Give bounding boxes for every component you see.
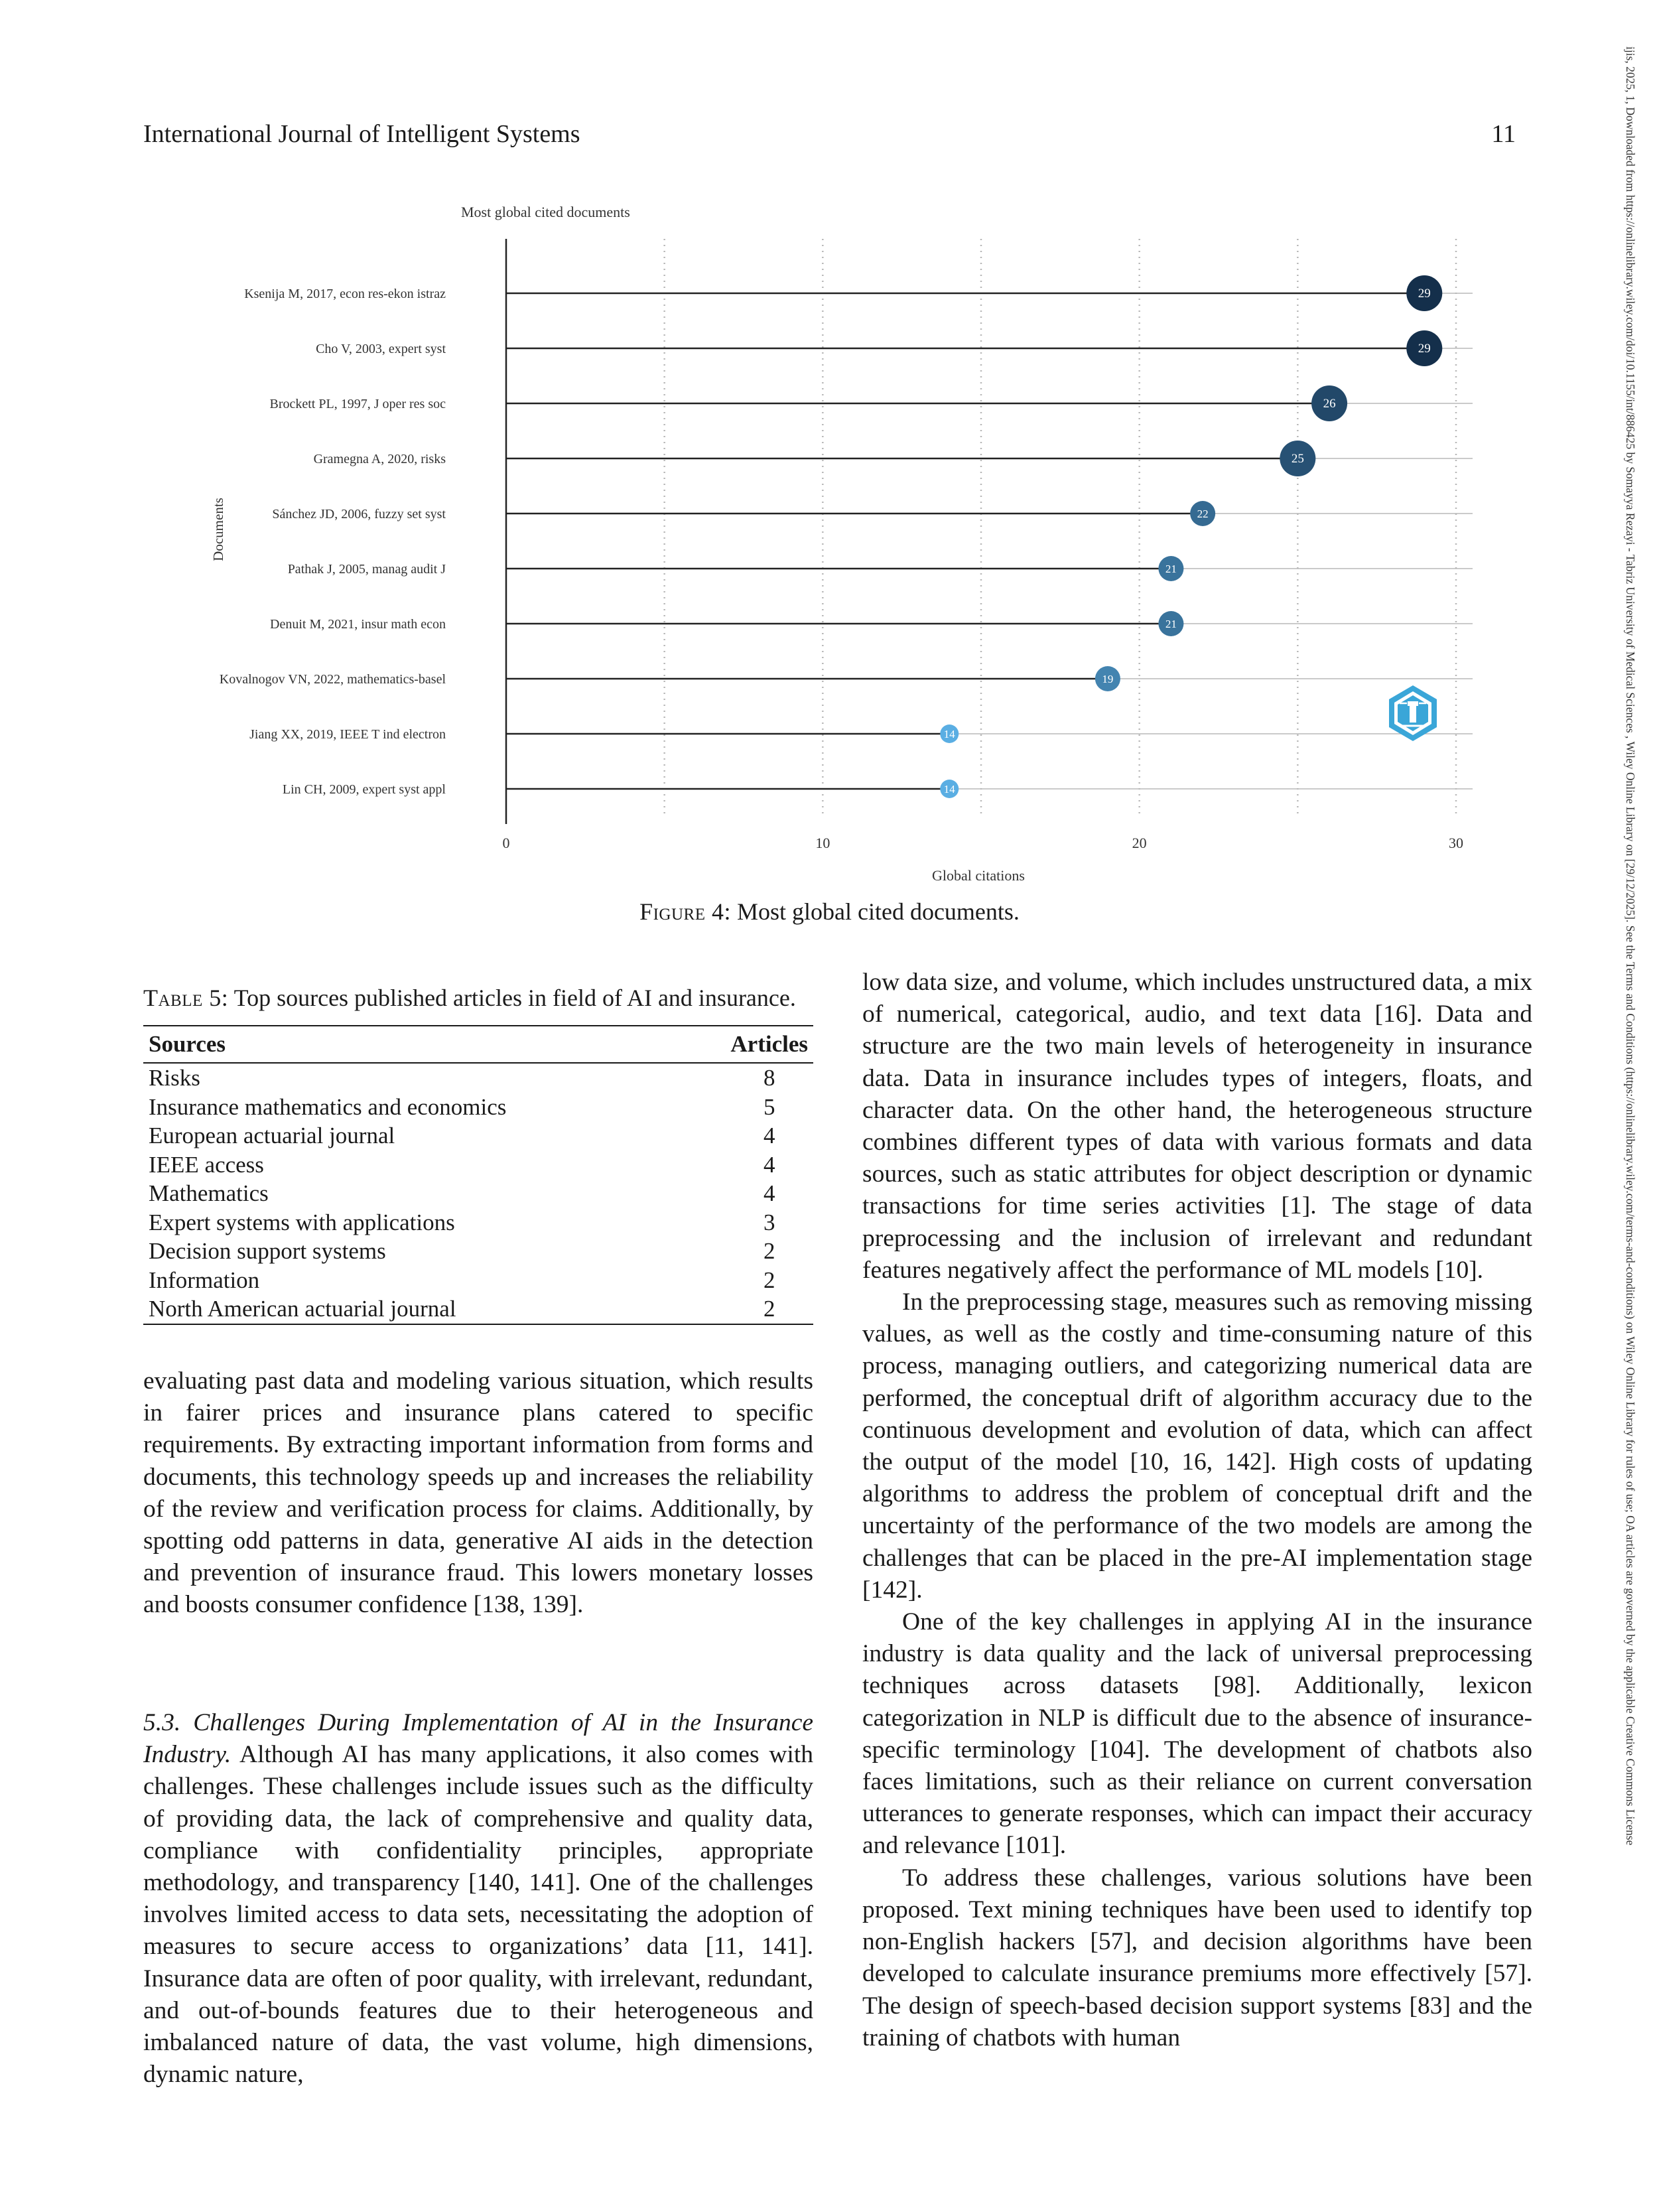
point-value-label: 25: [1291, 452, 1304, 466]
document-label: Kovalnogov VN, 2022, mathematics-basel: [219, 672, 446, 687]
document-label: Lin CH, 2009, expert syst appl: [282, 782, 446, 797]
sources-table: [143, 1025, 813, 1325]
body-text: Although AI has many applications, it also comes with challenges. These challenges include issues such as the difficulty of providing data, the lack of comprehensive and quality data, compliance with confidentiality principles, appropriate methodology, and transparency [140, 141]. One of the challenges involves limited access to data sets, necessitating the adoption of measures to secure access to organizations’ data [11, 141]. Insurance data are often of poor quality, with irrelevant, redundant, and out-of-bounds features due to their heterogeneous and imbalanced nature of data, the vast volume, high dimensions, dynamic nature,: [143, 1741, 813, 2089]
document-label: Gramegna A, 2020, risks: [313, 452, 446, 466]
source-name: Risks: [149, 1065, 200, 1091]
table-caption: [143, 984, 813, 1012]
figure-caption-text: Most global cited documents.: [730, 898, 1020, 925]
download-notice: ijis, 2025, 1, Downloaded from https://onlinelibrary.wiley.com/doi/10.1155/int/886425 by Somayya Rezayi - Tabriz University of Medical Sciences , Wiley Online Library on [29/12/2025]. See the Terms and Conditions (https://onlinelibrary.wiley.com/terms-and-conditions) on Wiley Online Library for rules of use; OA articles are governed by the applicable Creative Commons License: [1624, 46, 1637, 1846]
point-value-label: 26: [1323, 397, 1336, 411]
document-label: Sánchez JD, 2006, fuzzy set syst: [272, 507, 446, 521]
source-name: Decision support systems: [149, 1238, 386, 1264]
article-count: 2: [763, 1238, 775, 1264]
source-name: Insurance mathematics and economics: [149, 1093, 507, 1120]
point-value-label: 19: [1102, 673, 1114, 685]
page-number: 11: [1491, 120, 1516, 148]
table-caption-label: Table 5:: [143, 985, 229, 1011]
x-tick-label: 10: [815, 835, 830, 851]
article-count: 8: [763, 1065, 775, 1091]
document-label: Denuit M, 2021, insur math econ: [270, 617, 446, 632]
article-count: 4: [763, 1123, 775, 1148]
table-row: [143, 1093, 813, 1122]
table-caption-text: Top sources published articles in field of AI and insurance.: [228, 985, 796, 1011]
source-name: Mathematics: [149, 1180, 269, 1206]
x-tick-label: 0: [502, 835, 510, 851]
point-value-label: 21: [1165, 618, 1177, 630]
document-label: Cho V, 2003, expert syst: [316, 342, 446, 356]
x-axis-ticks: [503, 835, 1464, 851]
document-label: Ksenija M, 2017, econ res-ekon istraz: [244, 287, 446, 301]
table-header-row: [143, 1026, 813, 1063]
article-count: 4: [763, 1151, 775, 1178]
x-axis-label: Global citations: [932, 867, 1025, 884]
running-head: [143, 119, 1516, 149]
article-count: 3: [763, 1209, 775, 1235]
document-label: Jiang XX, 2019, IEEE T ind electron: [249, 727, 446, 742]
point-value-label: 14: [943, 728, 955, 740]
section-heading: 5.3. Challenges During Implementation of AI in the Insurance Industry.: [143, 1709, 813, 1769]
table-row: [143, 1237, 813, 1266]
document-label: Pathak J, 2005, manag audit J: [287, 562, 446, 577]
article-count: 5: [763, 1093, 775, 1120]
y-axis-label: Documents: [210, 498, 226, 561]
point-value-label: 29: [1418, 287, 1431, 301]
chart-title: Most global cited documents: [461, 204, 630, 220]
table-row: [143, 1294, 813, 1324]
header-articles: Articles: [725, 1026, 813, 1063]
point-value-label: 22: [1197, 508, 1209, 520]
lighthouse-logo-icon: [1389, 685, 1437, 741]
table-row: [143, 1266, 813, 1295]
body-paragraph: low data size, and volume, which includes unstructured data, a mix of numerical, categorical, audio, and text data [16]. Data and structure are the two main levels of heterogeneity in insurance data. Data in insurance includes types of integers, floats, and character data. On the other hand, the heterogeneous structure combines different types of data with various formats and data sources, such as static attributes for object description or dynamic transactions for time series activities [1]. The stage of data preprocessing and the inclusion of irrelevant and redundant features negatively affect the performance of ML models [10].: [862, 969, 1532, 1284]
left-column-section: [143, 1707, 813, 2091]
source-name: IEEE access: [149, 1151, 264, 1178]
left-column-top: [143, 1365, 813, 1622]
header-sources: Sources: [143, 1026, 725, 1063]
table-row: [143, 1121, 813, 1150]
x-tick-label: 30: [1449, 835, 1463, 851]
x-tick-label: 20: [1132, 835, 1147, 851]
point-value-label: 14: [943, 783, 955, 795]
body-paragraph: evaluating past data and modeling various situation, which results in fairer prices and insurance plans catered to specific requirements. By extracting important information from forms and documents, this technology speeds up and increases the reliability of the review and verification process for claims. Additionally, by spotting odd patterns in data, generative AI aids in the detection and prevention of insurance fraud. This lowers monetary losses and boosts consumer confidence [138, 139].: [143, 1367, 813, 1619]
body-paragraph: To address these challenges, various solutions have been proposed. Text mining techniques have been used to identify top non-English hackers [57], and decision algorithms have been developed to calculate insurance premiums more effectively [57]. The design of speech-based decision support systems [83] and the training of chatbots with human: [862, 1864, 1532, 2051]
figure-caption: [0, 898, 1659, 926]
most-cited-documents-chart: [199, 196, 1493, 889]
point-value-label: 29: [1418, 342, 1431, 356]
gridlines: [665, 239, 1456, 817]
document-rows: [220, 275, 1473, 798]
point-value-label: 21: [1165, 563, 1177, 575]
article-count: 2: [725, 1294, 813, 1324]
figure-caption-label: Figure 4:: [639, 898, 731, 925]
article-count: 4: [763, 1180, 775, 1206]
document-label: Brockett PL, 1997, J oper res soc: [269, 397, 446, 411]
section-paragraph: [143, 1707, 813, 2091]
source-name: Information: [149, 1267, 260, 1293]
table-row: [143, 1208, 813, 1237]
source-name: Expert systems with applications: [149, 1209, 455, 1235]
table-row: [143, 1179, 813, 1208]
body-paragraph: One of the key challenges in applying AI in the insurance industry is data quality and the lack of universal preprocessing techniques across datasets [98]. Additionally, lexicon categorization in NLP is difficult due to the absence of insurance-specific terminology [104]. The development of chatbots also faces limitations, such as their reliance on current conversation utterances to generate responses, which can impact their accuracy and relevance [101].: [862, 1608, 1532, 1860]
body-paragraph: In the preprocessing stage, measures such as removing missing values, as well as the costly and time-consuming nature of this process, managing outliers, and categorizing numerical data are performed, the conceptual drift of algorithm accuracy due to the continuous development and evolution of data, which can affect the output of the model [10, 16, 142]. High costs of updating algorithms to address the problem of conceptual drift and the uncertainty of the performance of the two models are among the challenges that can be placed in the pre-AI implementation stage [142].: [862, 1288, 1532, 1604]
table-row: [143, 1063, 813, 1093]
source-name: North American actuarial journal: [143, 1294, 725, 1324]
journal-title: International Journal of Intelligent Systems: [143, 120, 580, 148]
table-row: [143, 1150, 813, 1180]
source-name: European actuarial journal: [149, 1123, 395, 1148]
article-count: 2: [763, 1267, 775, 1293]
right-column: [862, 967, 1532, 2054]
